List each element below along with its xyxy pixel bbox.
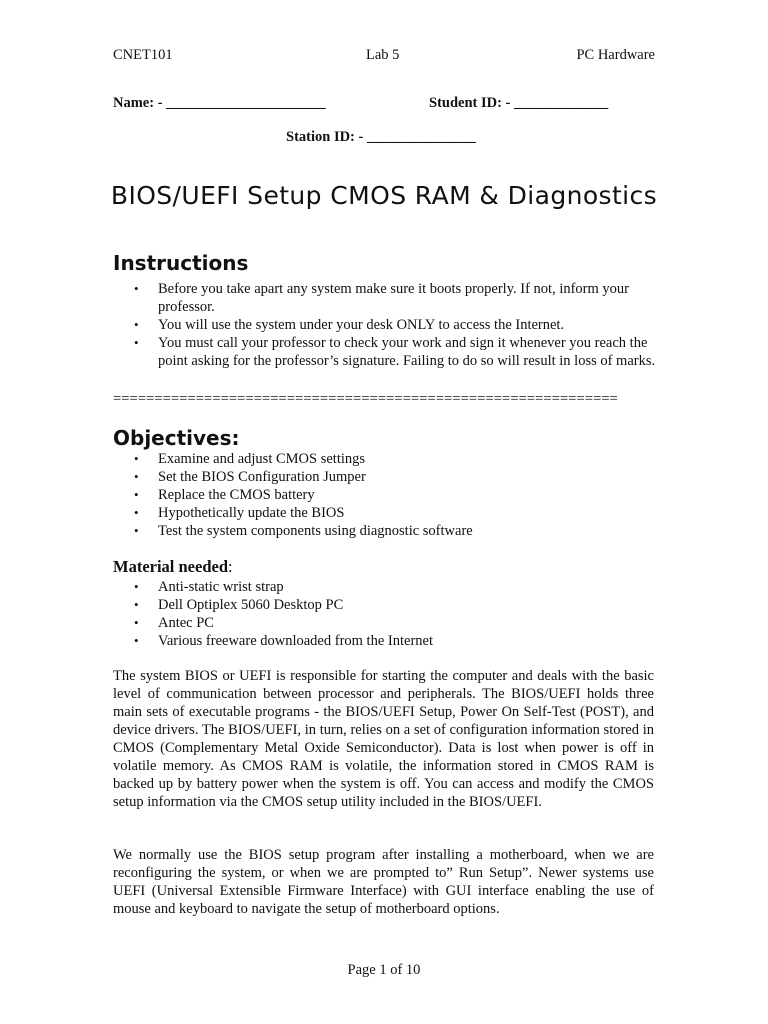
station-id-blank: _______________	[366, 129, 476, 145]
objectives-heading: Objectives:	[113, 426, 240, 450]
station-id-field	[286, 128, 476, 146]
list-item	[113, 596, 658, 614]
bullet-icon: •	[134, 335, 139, 350]
name-label: Name: -	[113, 95, 163, 111]
header-subject: PC Hardware	[576, 47, 655, 63]
materials-heading	[113, 557, 233, 577]
materials-list	[113, 578, 658, 650]
name-blank: ______________________	[166, 95, 326, 111]
list-item	[113, 334, 658, 370]
name-field	[113, 94, 326, 112]
material-text: Dell Optiplex 5060 Desktop PC	[158, 597, 344, 613]
list-item	[113, 280, 658, 316]
objective-text: Set the BIOS Configuration Jumper	[158, 469, 366, 485]
list-item	[113, 578, 658, 596]
student-id-blank: _____________	[514, 95, 609, 111]
list-item	[113, 614, 658, 632]
objective-text: Test the system components using diagnostic software	[158, 523, 473, 539]
setup-usage-paragraph: We normally use the BIOS setup program after installing a motherboard, when we are reconfiguring the system, or when we are prompted to” Run Setup”. Newer systems use UEFI (Universal Extensible Firmware Interface) with GUI interface enabling the use of mouse and keyboard to navigate the setup of motherboard options.	[113, 847, 654, 917]
bullet-icon: •	[134, 523, 139, 538]
bullet-icon: •	[134, 281, 139, 296]
list-item	[113, 632, 658, 650]
separator-line: =============================================================	[113, 391, 618, 407]
list-item	[113, 486, 658, 504]
bullet-icon: •	[134, 487, 139, 502]
header-lab: Lab 5	[366, 47, 400, 63]
bullet-icon: •	[134, 615, 139, 630]
student-id-label: Student ID: -	[429, 95, 511, 111]
list-item	[113, 504, 658, 522]
objective-text: Examine and adjust CMOS settings	[158, 451, 366, 467]
material-text: Anti-static wrist strap	[158, 579, 284, 595]
instruction-text: You must call your professor to check your work and sign it whenever you reach the point asking for the professor’s signature. Failing to do so will result in loss of marks.	[158, 335, 656, 369]
bullet-icon: •	[134, 505, 139, 520]
list-item	[113, 450, 658, 468]
instructions-list	[113, 280, 658, 370]
header-course: CNET101	[113, 47, 173, 63]
bullet-icon: •	[134, 469, 139, 484]
bullet-icon: •	[134, 451, 139, 466]
bullet-icon: •	[134, 633, 139, 648]
materials-heading-colon: :	[228, 557, 233, 576]
materials-heading-text: Material needed	[113, 557, 229, 576]
bullet-icon: •	[134, 317, 139, 332]
student-id-field	[429, 94, 608, 112]
bios-intro-paragraph: The system BIOS or UEFI is responsible for starting the computer and deals with the basic level of communication between processor and peripherals. The BIOS/UEFI holds three main sets of executable programs - the BIOS/UEFI Setup, Power On Self-Test (POST), and device drivers. The BIOS/UEFI, in turn, relies on a set of configuration information stored in CMOS (Complementary Metal Oxide Semiconductor). Data is lost when power is off in volatile memory. As CMOS RAM is volatile, the information stored in CMOS RAM is backed up by battery power when the system is off. You can access and modify the CMOS setup information via the CMOS setup utility included in the BIOS/UEFI.	[113, 668, 654, 810]
objective-text: Hypothetically update the BIOS	[158, 505, 345, 521]
bullet-icon: •	[134, 597, 139, 612]
list-item	[113, 468, 658, 486]
instruction-text: You will use the system under your desk ONLY to access the Internet.	[158, 317, 565, 333]
station-id-label: Station ID: -	[286, 129, 364, 145]
bullet-icon: •	[134, 579, 139, 594]
objective-text: Replace the CMOS battery	[158, 487, 315, 503]
material-text: Various freeware downloaded from the Internet	[158, 633, 433, 649]
document-title: BIOS/UEFI Setup CMOS RAM & Diagnostics	[110, 181, 658, 210]
list-item	[113, 316, 658, 334]
instructions-heading: Instructions	[113, 251, 249, 275]
page-number: Page 1 of 10	[347, 962, 421, 978]
list-item	[113, 522, 658, 540]
instruction-text: Before you take apart any system make sure it boots properly. If not, inform your professor.	[158, 281, 629, 315]
material-text: Antec PC	[158, 615, 214, 631]
objectives-list	[113, 450, 658, 540]
